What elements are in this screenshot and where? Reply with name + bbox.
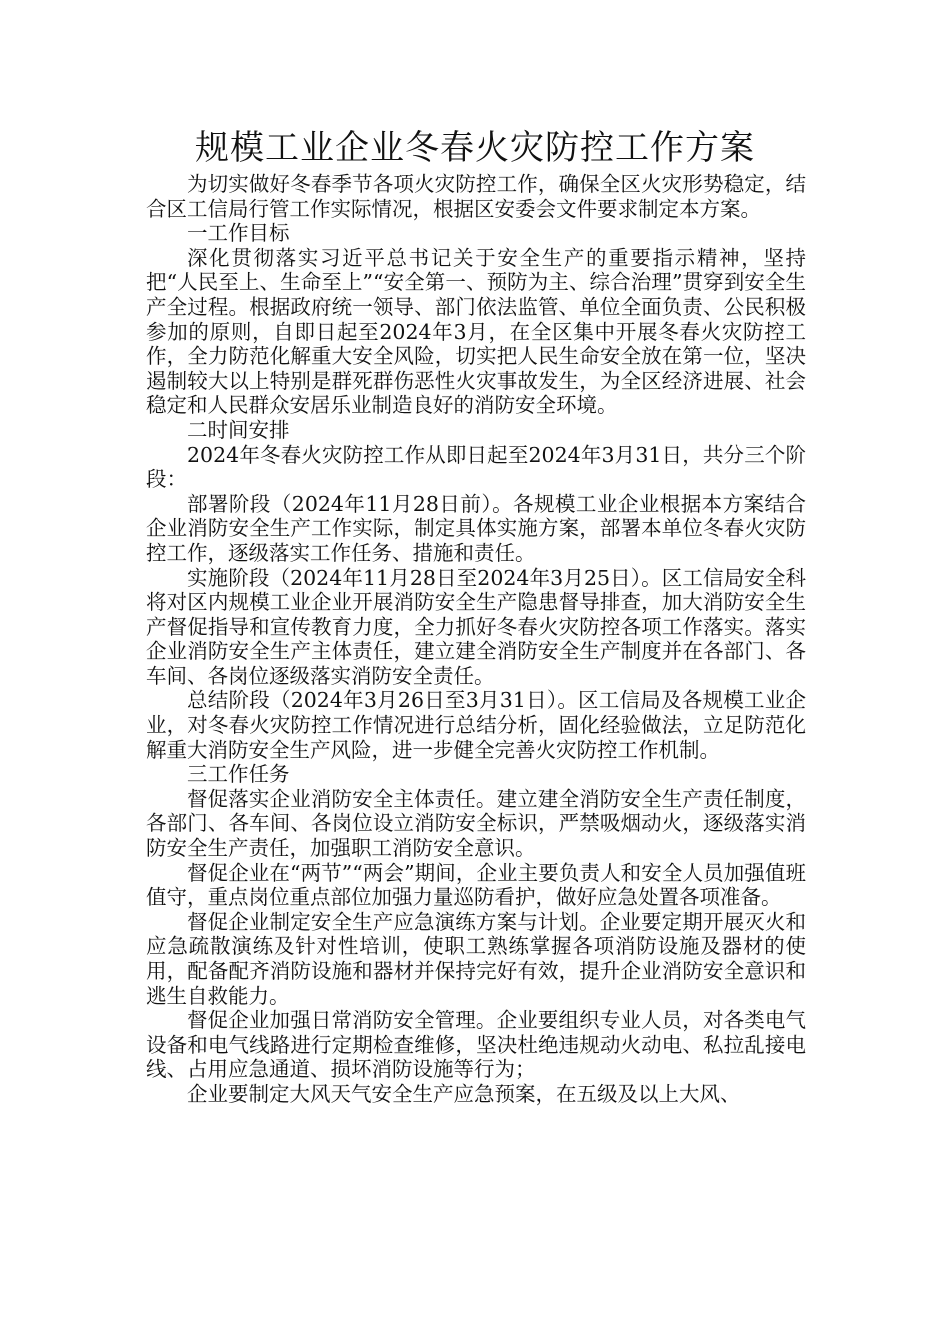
summary-stage-paragraph: 总结阶段（2024年3月26日至3月31日）。区工信局及各规模工业企业，对冬春火灾防控工作情况进行总结分析，固化经验做法，立足防范化解重大消防安全生产风险，进一步健全完善火灾防控工作机制。: [146, 688, 806, 762]
document-title: 规模工业企业冬春火灾防控工作方案: [195, 128, 755, 168]
document-body: [146, 172, 806, 1107]
schedule-paragraph: 2024年冬春火灾防控工作从即日起至2024年3月31日，共分三个阶段：: [146, 442, 806, 492]
section-heading-tasks: 三工作任务: [187, 762, 290, 787]
deployment-stage-paragraph: 部署阶段（2024年11月28日前）。各规模工业企业根据本方案结合企业消防安全生产工作实际，制定具体实施方案，部署本单位冬春火灾防控工作，逐级落实工作任务、措施和责任。: [146, 491, 806, 565]
task-paragraph: 督促企业在“两节”“两会”期间，企业主要负责人和安全人员加强值班值守，重点岗位重点部位加强力量巡防看护，做好应急处置各项准备。: [146, 860, 806, 910]
section-heading-schedule: 二时间安排: [187, 417, 290, 442]
task-paragraph: 督促落实企业消防安全主体责任。建立建全消防安全生产责任制度，各部门、各车间、各岗位设立消防安全标识，严禁吸烟动火，逐级落实消防安全生产责任，加强职工消防安全意识。: [146, 786, 806, 861]
goals-paragraph: 深化贯彻落实习近平总书记关于安全生产的重要指示精神，坚持把“人民至上、生命至上”“安全第一、预防为主、综合治理”贯穿到安全生产全过程。根据政府统一领导、部门依法监管、单位全面负责、公民积极参加的原则，自即日起至2024年3月，在全区集中开展冬春火灾防控工作，全力防范化解重大安全风险，切实把人民生命安全放在第一位，坚决遏制较大以上特别是群死群伤恶性火灾事故发生，为全区经济进展、社会稳定和人民群众安居乐业制造良好的消防安全环境。: [146, 245, 806, 418]
task-paragraph: 企业要制定大风天气安全生产应急预案，在五级及以上大风、: [187, 1081, 741, 1106]
task-paragraph: 督促企业加强日常消防安全管理。企业要组织专业人员，对各类电气设备和电气线路进行定期检查维修，坚决杜绝违规动火动电、私拉乱接电线、占用应急通道、损坏消防设施等行为；: [146, 1008, 806, 1082]
intro-paragraph: 为切实做好冬春季节各项火灾防控工作，确保全区火灾形势稳定，结合区工信局行管工作实际情况，根据区安委会文件要求制定本方案。: [146, 172, 806, 221]
task-paragraph: 督促企业制定安全生产应急演练方案与计划。企业要定期开展灭火和应急疏散演练及针对性培训，使职工熟练掌握各项消防设施及器材的使用，配备配齐消防设施和器材并保持完好有效，提升企业消防安全意识和逃生自救能力。: [146, 909, 806, 1008]
section-heading-goals: 一工作目标: [187, 221, 290, 246]
implementation-stage-paragraph: 实施阶段（2024年11月28日至2024年3月25日）。区工信局安全科将对区内规模工业企业开展消防安全生产隐患督导排查，加大消防安全生产督促指导和宣传教育力度，全力抓好冬春火灾防控各项工作落实。落实企业消防安全生产主体责任，建立建全消防安全生产制度并在各部门、各车间、各岗位逐级落实消防安全责任。: [146, 565, 806, 688]
